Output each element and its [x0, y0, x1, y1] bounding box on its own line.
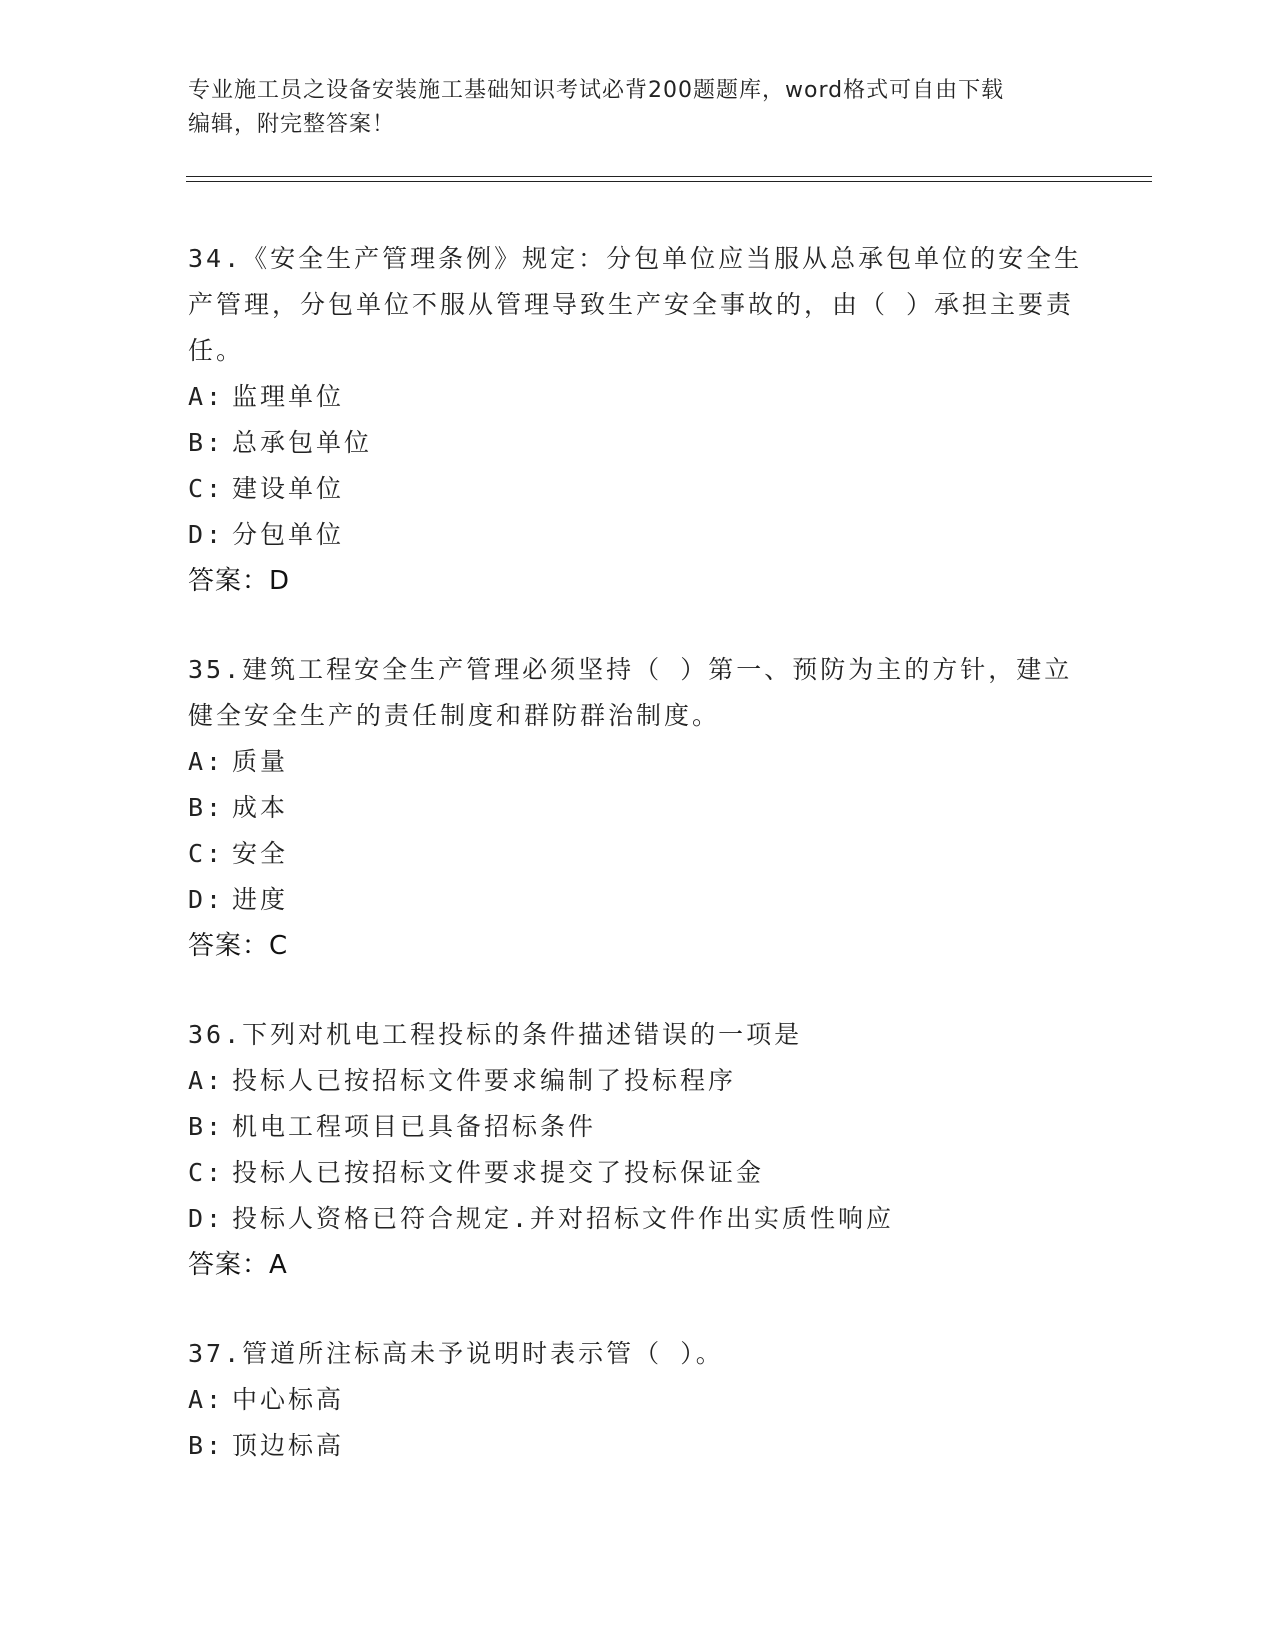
answer-line: 答案：C: [188, 931, 289, 961]
answer-line: 答案：D: [188, 566, 291, 596]
option-letter: B:: [188, 793, 225, 822]
option-b: [188, 1423, 1088, 1469]
option-a: [188, 1377, 1088, 1423]
option-letter: A:: [188, 1385, 225, 1414]
option-letter: C:: [188, 1158, 225, 1187]
option-a: [188, 1058, 1088, 1104]
option-text: 监理单位: [232, 382, 345, 411]
option-c: [188, 466, 1088, 512]
question-36: [188, 1012, 1088, 1288]
question-35: [188, 647, 1088, 969]
option-letter: A:: [188, 747, 225, 776]
question-stem: 37.管道所注标高未予说明时表示管（ ）。: [188, 1339, 724, 1368]
option-text: 顶边标高: [232, 1431, 345, 1460]
option-letter: C:: [188, 474, 225, 503]
option-letter: A:: [188, 1066, 225, 1095]
option-text: 总承包单位: [232, 428, 373, 457]
option-letter: D:: [188, 885, 225, 914]
document-header: [188, 74, 1068, 142]
question-37: [188, 1331, 1088, 1469]
question-stem: 36.下列对机电工程投标的条件描述错误的一项是: [188, 1020, 803, 1049]
option-d: [188, 877, 1088, 923]
option-letter: C:: [188, 839, 225, 868]
option-letter: B:: [188, 1112, 225, 1141]
header-title-line2: 编辑，附完整答案！: [188, 112, 396, 137]
option-letter: B:: [188, 1431, 225, 1460]
option-a: [188, 739, 1088, 785]
option-letter: D:: [188, 520, 225, 549]
header-divider-top: [186, 176, 1152, 177]
option-text: 安全: [232, 839, 289, 868]
option-text: 建设单位: [232, 474, 345, 503]
option-d: [188, 512, 1088, 558]
header-title-line1: 专业施工员之设备安装施工基础知识考试必背200题题库，word格式可自由下载: [188, 78, 1005, 103]
question-34: [188, 236, 1088, 604]
option-d: [188, 1196, 1088, 1242]
option-c: [188, 831, 1088, 877]
header-divider-bottom: [186, 181, 1152, 182]
option-text: 质量: [232, 747, 289, 776]
option-text: 进度: [232, 885, 289, 914]
option-text: 分包单位: [232, 520, 345, 549]
option-letter: D:: [188, 1204, 225, 1233]
option-b: [188, 1104, 1088, 1150]
option-text: 投标人已按招标文件要求提交了投标保证金: [232, 1158, 765, 1187]
option-b: [188, 785, 1088, 831]
option-a: [188, 374, 1088, 420]
option-text: 中心标高: [232, 1385, 345, 1414]
option-text: 机电工程项目已具备招标条件: [232, 1112, 597, 1141]
option-text: 成本: [232, 793, 289, 822]
question-stem: 34.《安全生产管理条例》规定：分包单位应当服从总承包单位的安全生产管理，分包单位不服从管理导致生产安全事故的，由（ ）承担主要责任。: [188, 244, 1083, 365]
option-c: [188, 1150, 1088, 1196]
question-list: [188, 236, 1088, 1512]
option-letter: B:: [188, 428, 225, 457]
answer-line: 答案：A: [188, 1250, 288, 1280]
option-b: [188, 420, 1088, 466]
option-text: 投标人资格已符合规定.并对招标文件作出实质性响应: [232, 1204, 895, 1233]
option-letter: A:: [188, 382, 225, 411]
question-stem: 35.建筑工程安全生产管理必须坚持（ ）第一、预防为主的方针，建立健全安全生产的责任制度和群防群治制度。: [188, 655, 1073, 730]
option-text: 投标人已按招标文件要求编制了投标程序: [232, 1066, 737, 1095]
